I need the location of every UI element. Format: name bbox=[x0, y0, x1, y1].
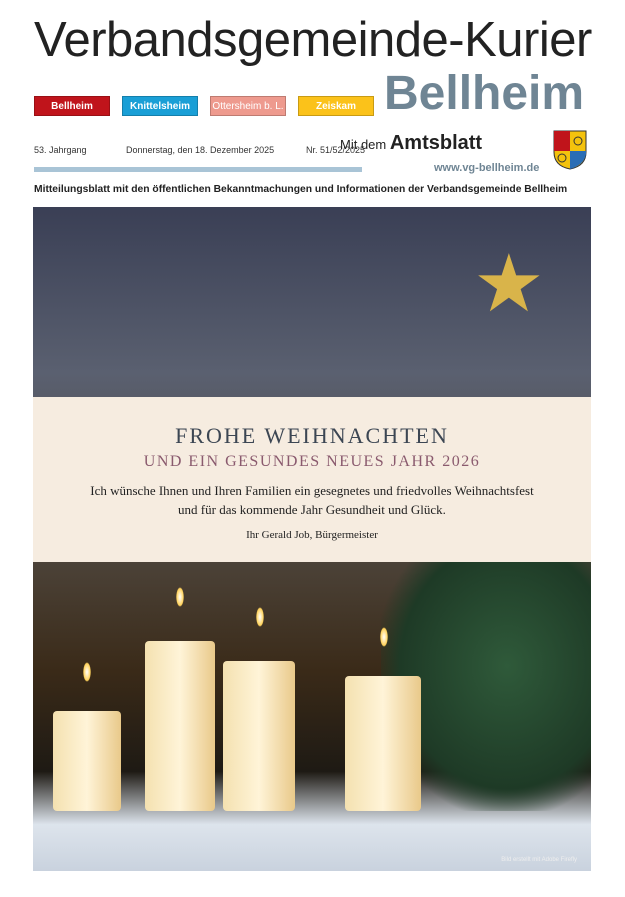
greeting-headline: FROHE WEIHNACHTEN bbox=[175, 423, 449, 448]
amtsblatt-word: Amtsblatt bbox=[389, 132, 483, 154]
issue-number: Nr. 51/52/2025 bbox=[306, 145, 366, 155]
tag-knittelsheim: Knittelsheim bbox=[122, 96, 198, 116]
image-credit: Bild erstellt mit Adobe Firefly bbox=[501, 857, 577, 863]
star-icon: ★ bbox=[473, 239, 545, 328]
town-name: Bellheim bbox=[384, 67, 585, 120]
website-link[interactable]: www.vg-bellheim.de bbox=[434, 162, 540, 174]
newspaper-title: Verbandsgemeinde-Kurier bbox=[34, 13, 592, 67]
amtsblatt-prefix: Mit dem bbox=[340, 137, 387, 152]
greeting-subheadline: UND EIN GESUNDES NEUES JAHR 2026 bbox=[143, 453, 481, 470]
flame bbox=[380, 627, 388, 647]
issue-date: Donnerstag, den 18. Dezember 2025 bbox=[126, 145, 275, 155]
amtsblatt-label bbox=[340, 132, 482, 155]
divider bbox=[34, 167, 362, 172]
candle bbox=[145, 641, 215, 811]
municipality-tags bbox=[34, 96, 374, 116]
signature: Ihr Gerald Job, Bürgermeister bbox=[246, 529, 378, 541]
greeting-message bbox=[33, 481, 591, 519]
tag-ottersheim: Ottersheim b. L. bbox=[210, 96, 286, 116]
tag-zeiskam: Zeiskam bbox=[298, 96, 374, 116]
greeting-banner bbox=[33, 397, 591, 562]
christmas-cover-image bbox=[33, 207, 591, 871]
tag-bellheim: Bellheim bbox=[34, 96, 110, 116]
candle bbox=[53, 711, 121, 811]
candle bbox=[345, 676, 421, 811]
flame bbox=[176, 587, 184, 607]
message-line: Ich wünsche Ihnen und Ihren Familien ein gesegnetes und friedvolles Weihnachtsfest bbox=[90, 483, 534, 498]
flame bbox=[83, 662, 91, 682]
message-line: und für das kommende Jahr Gesundheit und Glück. bbox=[178, 502, 446, 517]
flame bbox=[256, 607, 264, 627]
coat-of-arms-icon bbox=[553, 130, 587, 170]
subtitle: Mitteilungsblatt mit den öffentlichen Bekanntmachungen und Informationen der Verbandsgemeinde Bellheim bbox=[34, 184, 568, 195]
candle bbox=[223, 661, 295, 811]
volume: 53. Jahrgang bbox=[34, 145, 87, 155]
